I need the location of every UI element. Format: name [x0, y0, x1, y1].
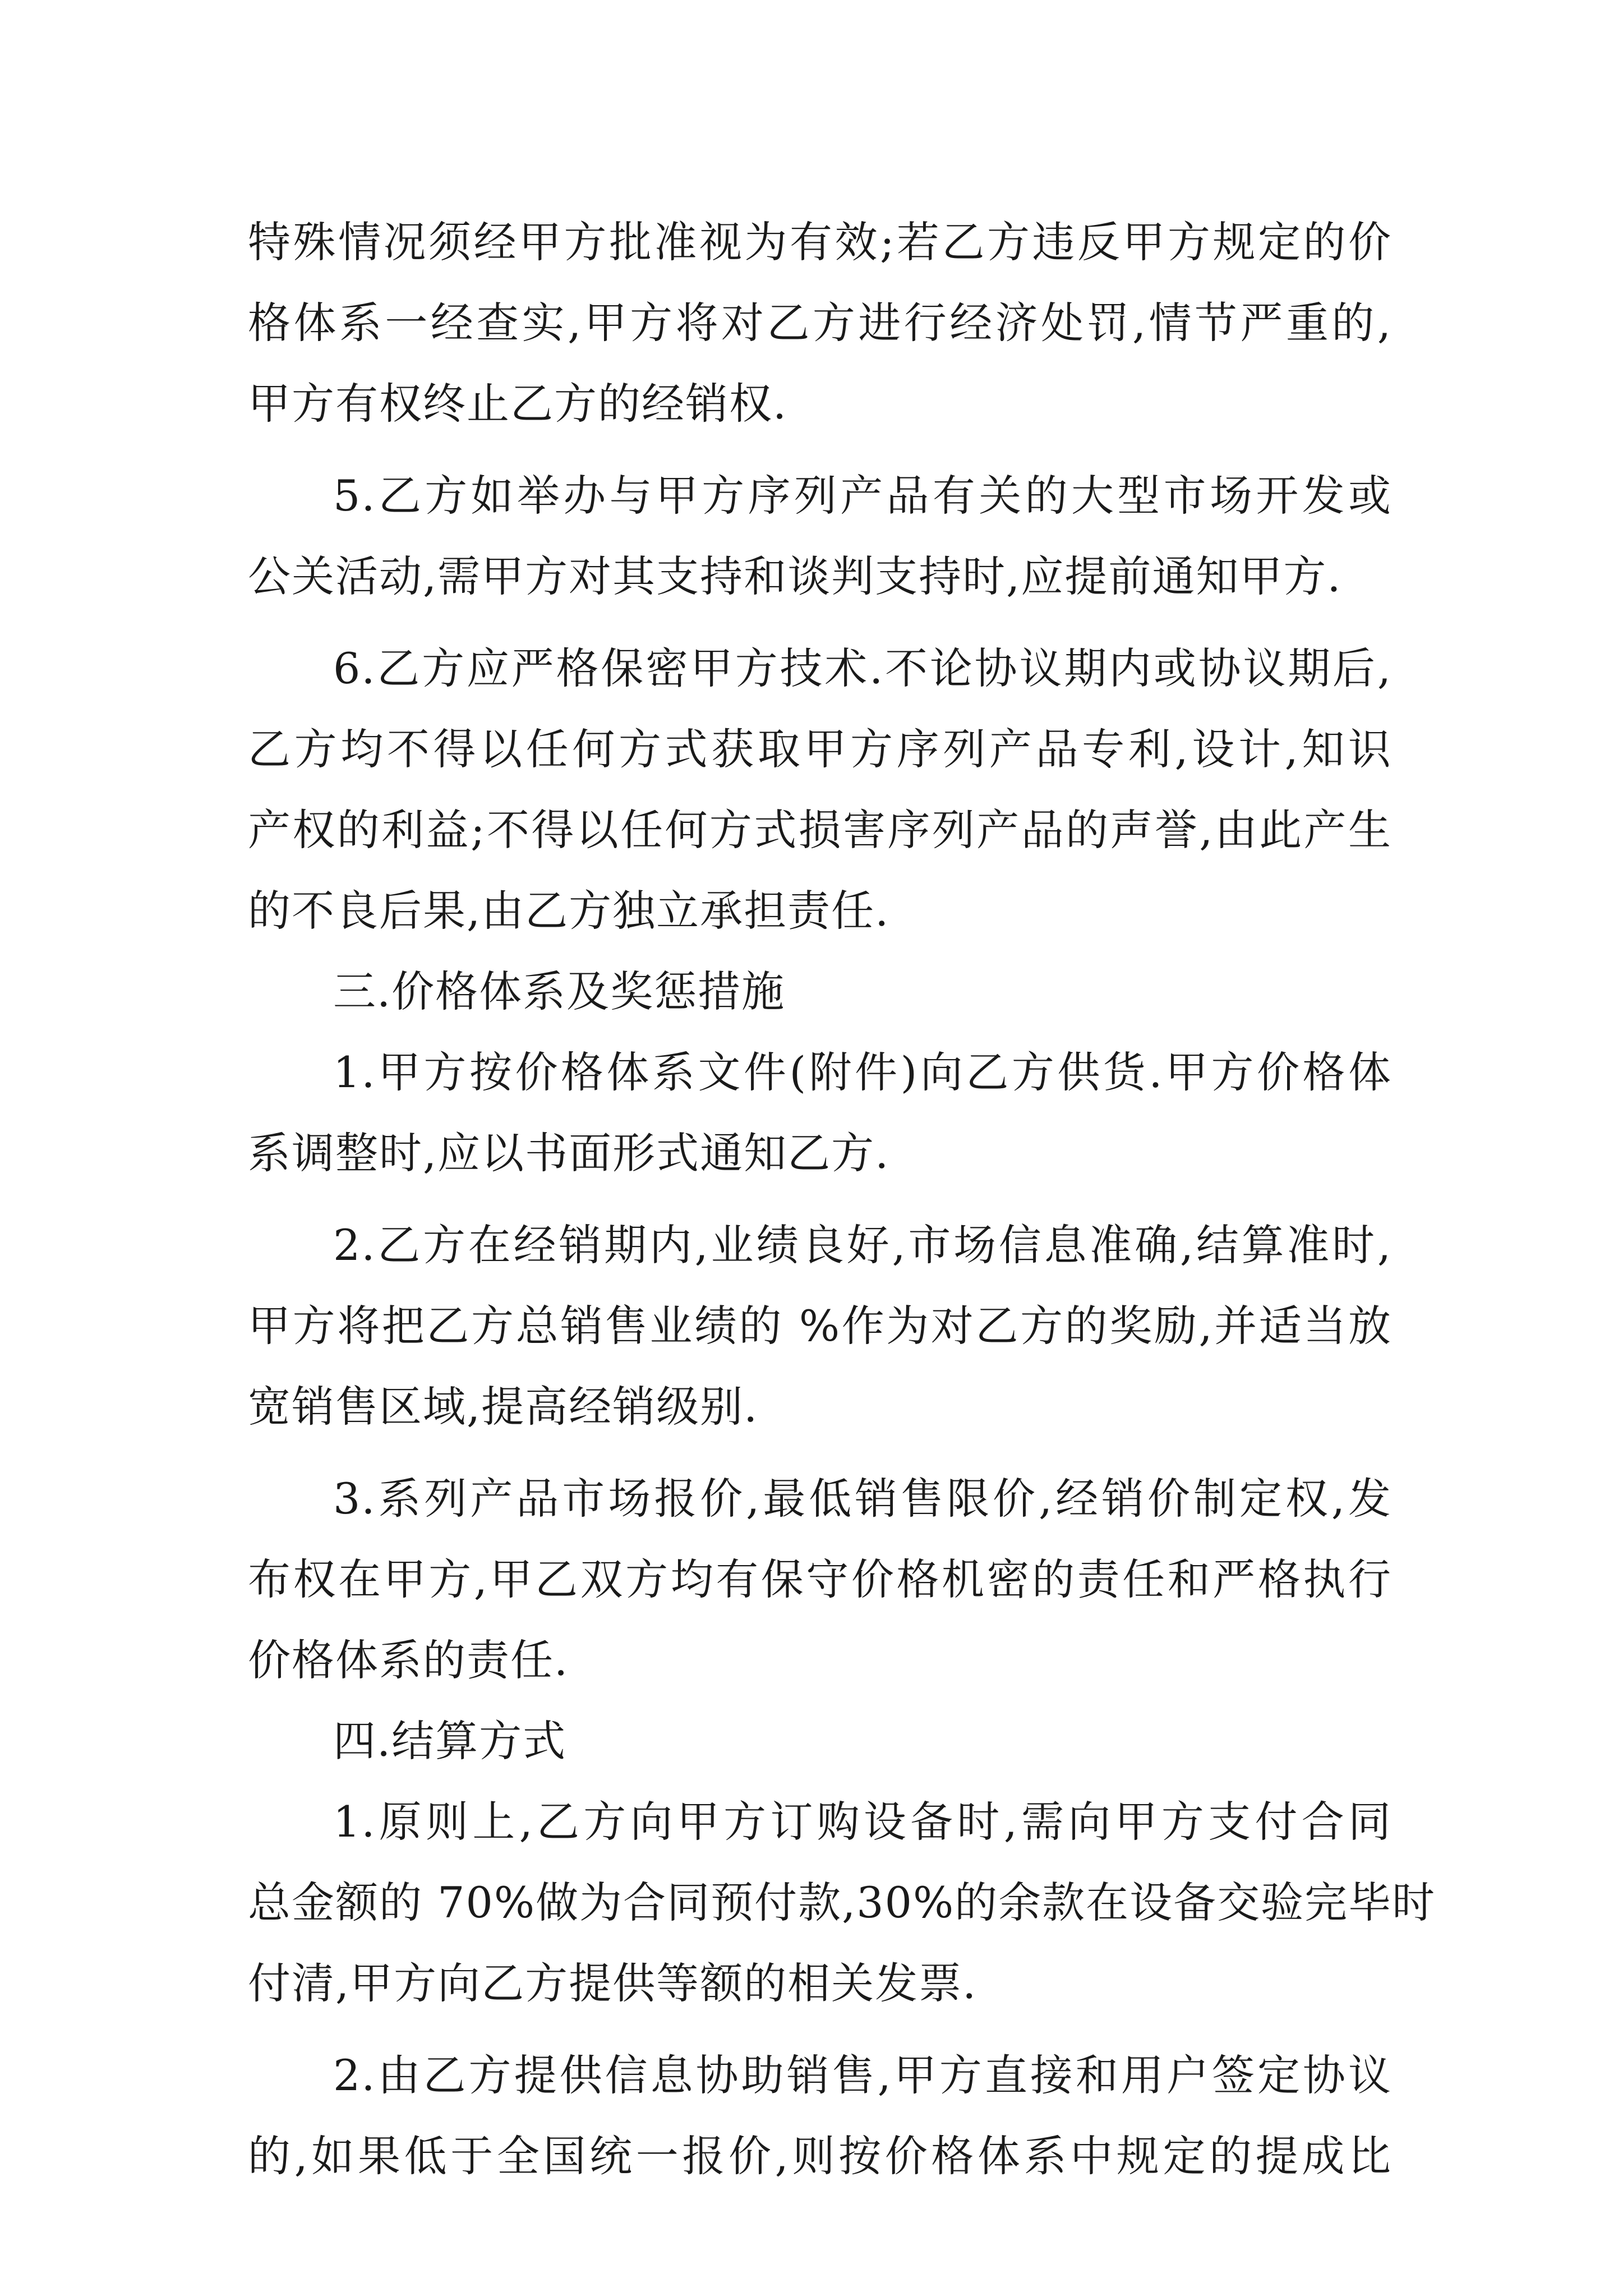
- text-line: 布权在甲方,甲乙双方均有保守价格机密的责任和严格执行: [248, 1554, 1392, 1604]
- pricing-clause-1-line: 1.甲方按价格体系文件(附件)向乙方供货.甲方价格体: [333, 1047, 1392, 1097]
- text-line: 公关活动,需甲方对其支持和谈判支持时,应提前通知甲方.: [248, 551, 1342, 601]
- section-heading-settlement: 四.结算方式: [333, 1716, 567, 1766]
- clause-5-line: 5.乙方如举办与甲方序列产品有关的大型市场开发或: [333, 471, 1392, 521]
- text-line: 甲方有权终止乙方的经销权.: [248, 379, 788, 429]
- text-line: 乙方均不得以任何方式获取甲方序列产品专利,设计,知识: [248, 724, 1392, 774]
- section-heading-pricing: 三.价格体系及奖惩措施: [333, 967, 786, 1016]
- text-line: 甲方将把乙方总销售业绩的 %作为对乙方的奖励,并适当放: [248, 1301, 1392, 1351]
- text-line: 产权的利益;不得以任何方式损害序列产品的声誉,由此产生: [248, 805, 1392, 855]
- clause-6-line: 6.乙方应严格保密甲方技术.不论协议期内或协议期后,: [333, 643, 1392, 693]
- text-line: 宽销售区域,提高经销级别.: [248, 1382, 759, 1432]
- text-line: 的不良后果,由乙方独立承担责任.: [248, 886, 890, 936]
- text-line: 付清,甲方向乙方提供等额的相关发票.: [248, 1958, 978, 2008]
- pricing-clause-3-line: 3.系列产品市场报价,最低销售限价,经销价制定权,发: [333, 1474, 1392, 1524]
- text-line: 的,如果低于全国统一报价,则按价格体系中规定的提成比: [248, 2131, 1392, 2181]
- settlement-clause-2-line: 2.由乙方提供信息协助销售,甲方直接和用户签定协议: [333, 2050, 1392, 2100]
- document-body: [248, 202, 1436, 2197]
- pricing-clause-2-line: 2.乙方在经销期内,业绩良好,市场信息准确,结算准时,: [333, 1220, 1392, 1270]
- text-line: 价格体系的责任.: [248, 1635, 569, 1685]
- text-line: 总金额的 70%做为合同预付款,30%的余款在设备交验完毕时: [248, 1878, 1436, 1927]
- text-line: 系调整时,应以书面形式通知乙方.: [248, 1128, 890, 1178]
- settlement-clause-1-line: 1.原则上,乙方向甲方订购设备时,需向甲方支付合同: [333, 1797, 1392, 1847]
- text-line: 特殊情况须经甲方批准视为有效;若乙方违反甲方规定的价: [248, 217, 1392, 267]
- text-line: 格体系一经查实,甲方将对乙方进行经济处罚,情节严重的,: [248, 298, 1392, 348]
